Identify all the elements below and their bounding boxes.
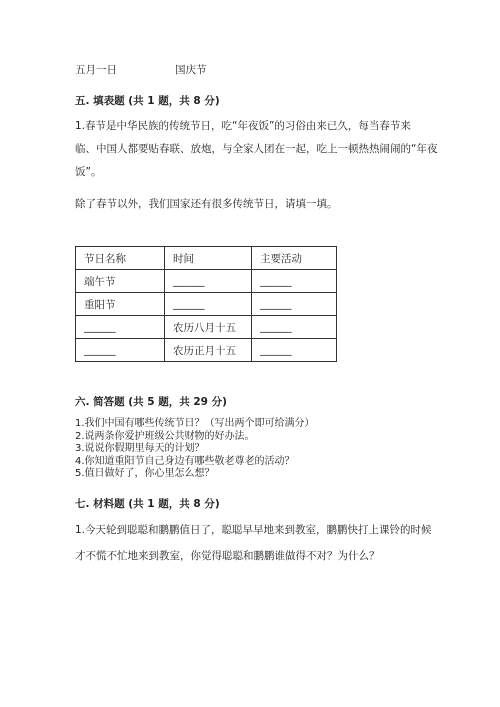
- section7-question-text: [75, 517, 432, 569]
- list-item: 5.值日做好了，你心里怎么想？: [75, 468, 215, 479]
- table-header-cell: 主要活动: [252, 247, 337, 270]
- list-item: 4.你知道重阳节自己身边有哪些敬老尊老的活动？: [75, 455, 295, 467]
- table-cell: 端午节: [76, 270, 165, 293]
- table-header-cell: 时间: [165, 247, 252, 270]
- section5-heading: 五. 填表题 (共 1 题，共 8 分): [75, 95, 220, 107]
- table-row: [76, 293, 337, 316]
- section7-question-line: 才不慌不忙地来到教室，你觉得聪聪和鹏鹏谁做得不对？为什么？: [75, 550, 380, 562]
- table-cell-blank: ______: [76, 339, 165, 362]
- table-header-row: [76, 247, 337, 270]
- option-national-day: 国庆节: [175, 64, 207, 76]
- table-cell-blank: ______: [76, 316, 165, 339]
- table-row: [76, 270, 337, 293]
- section6-heading: 六. 简答题 (共 5 题，共 29 分): [75, 396, 227, 408]
- option-may-first: 五月一日: [75, 64, 117, 76]
- section5-question-text: [75, 115, 437, 184]
- list-item: 2.说两条你爱护班级公共财物的好办法。: [75, 430, 255, 442]
- list-item: 1.我们中国有哪些传统节日？（写出两个即可给满分）: [75, 418, 315, 429]
- table-cell-blank: ______: [165, 293, 252, 316]
- table-row: [76, 316, 337, 339]
- table-cell-blank: ______: [252, 270, 337, 293]
- section7-question-line: 1.今天轮到聪聪和鹏鹏值日了，聪聪早早地来到教室，鹏鹏快打上课铃的时候: [75, 524, 432, 536]
- table-header-cell: 节日名称: [76, 247, 165, 270]
- section7-heading: 七. 材料题 (共 1 题，共 8 分): [75, 498, 220, 510]
- table-cell-blank: ______: [252, 316, 337, 339]
- table-cell: 农历八月十五: [165, 316, 252, 339]
- section6-question-list: [75, 418, 315, 481]
- section5-question-line: 饭”。: [75, 166, 102, 178]
- section5-question-line: 1.春节是中华民族的传统节日，吃“年夜饭”的习俗由来已久，每当春节来: [75, 120, 411, 132]
- table-cell-blank: ______: [252, 339, 337, 362]
- list-item: 3.说说你假期里每天的计划？: [75, 443, 205, 454]
- section5-question-line: 临、中国人都要贴春联、放炮，与全家人团在一起，吃上一顿热热闹闹的“年夜: [75, 143, 438, 155]
- festival-table: [75, 246, 337, 362]
- table-cell: 农历正月十五: [165, 339, 252, 362]
- table-cell-blank: ______: [165, 270, 252, 293]
- table-row: [76, 339, 337, 362]
- section5-instruction: 除了春节以外，我们国家还有很多传统节日，请填一填。: [75, 198, 338, 210]
- table-cell: 重阳节: [76, 293, 165, 316]
- table-cell-blank: ______: [252, 293, 337, 316]
